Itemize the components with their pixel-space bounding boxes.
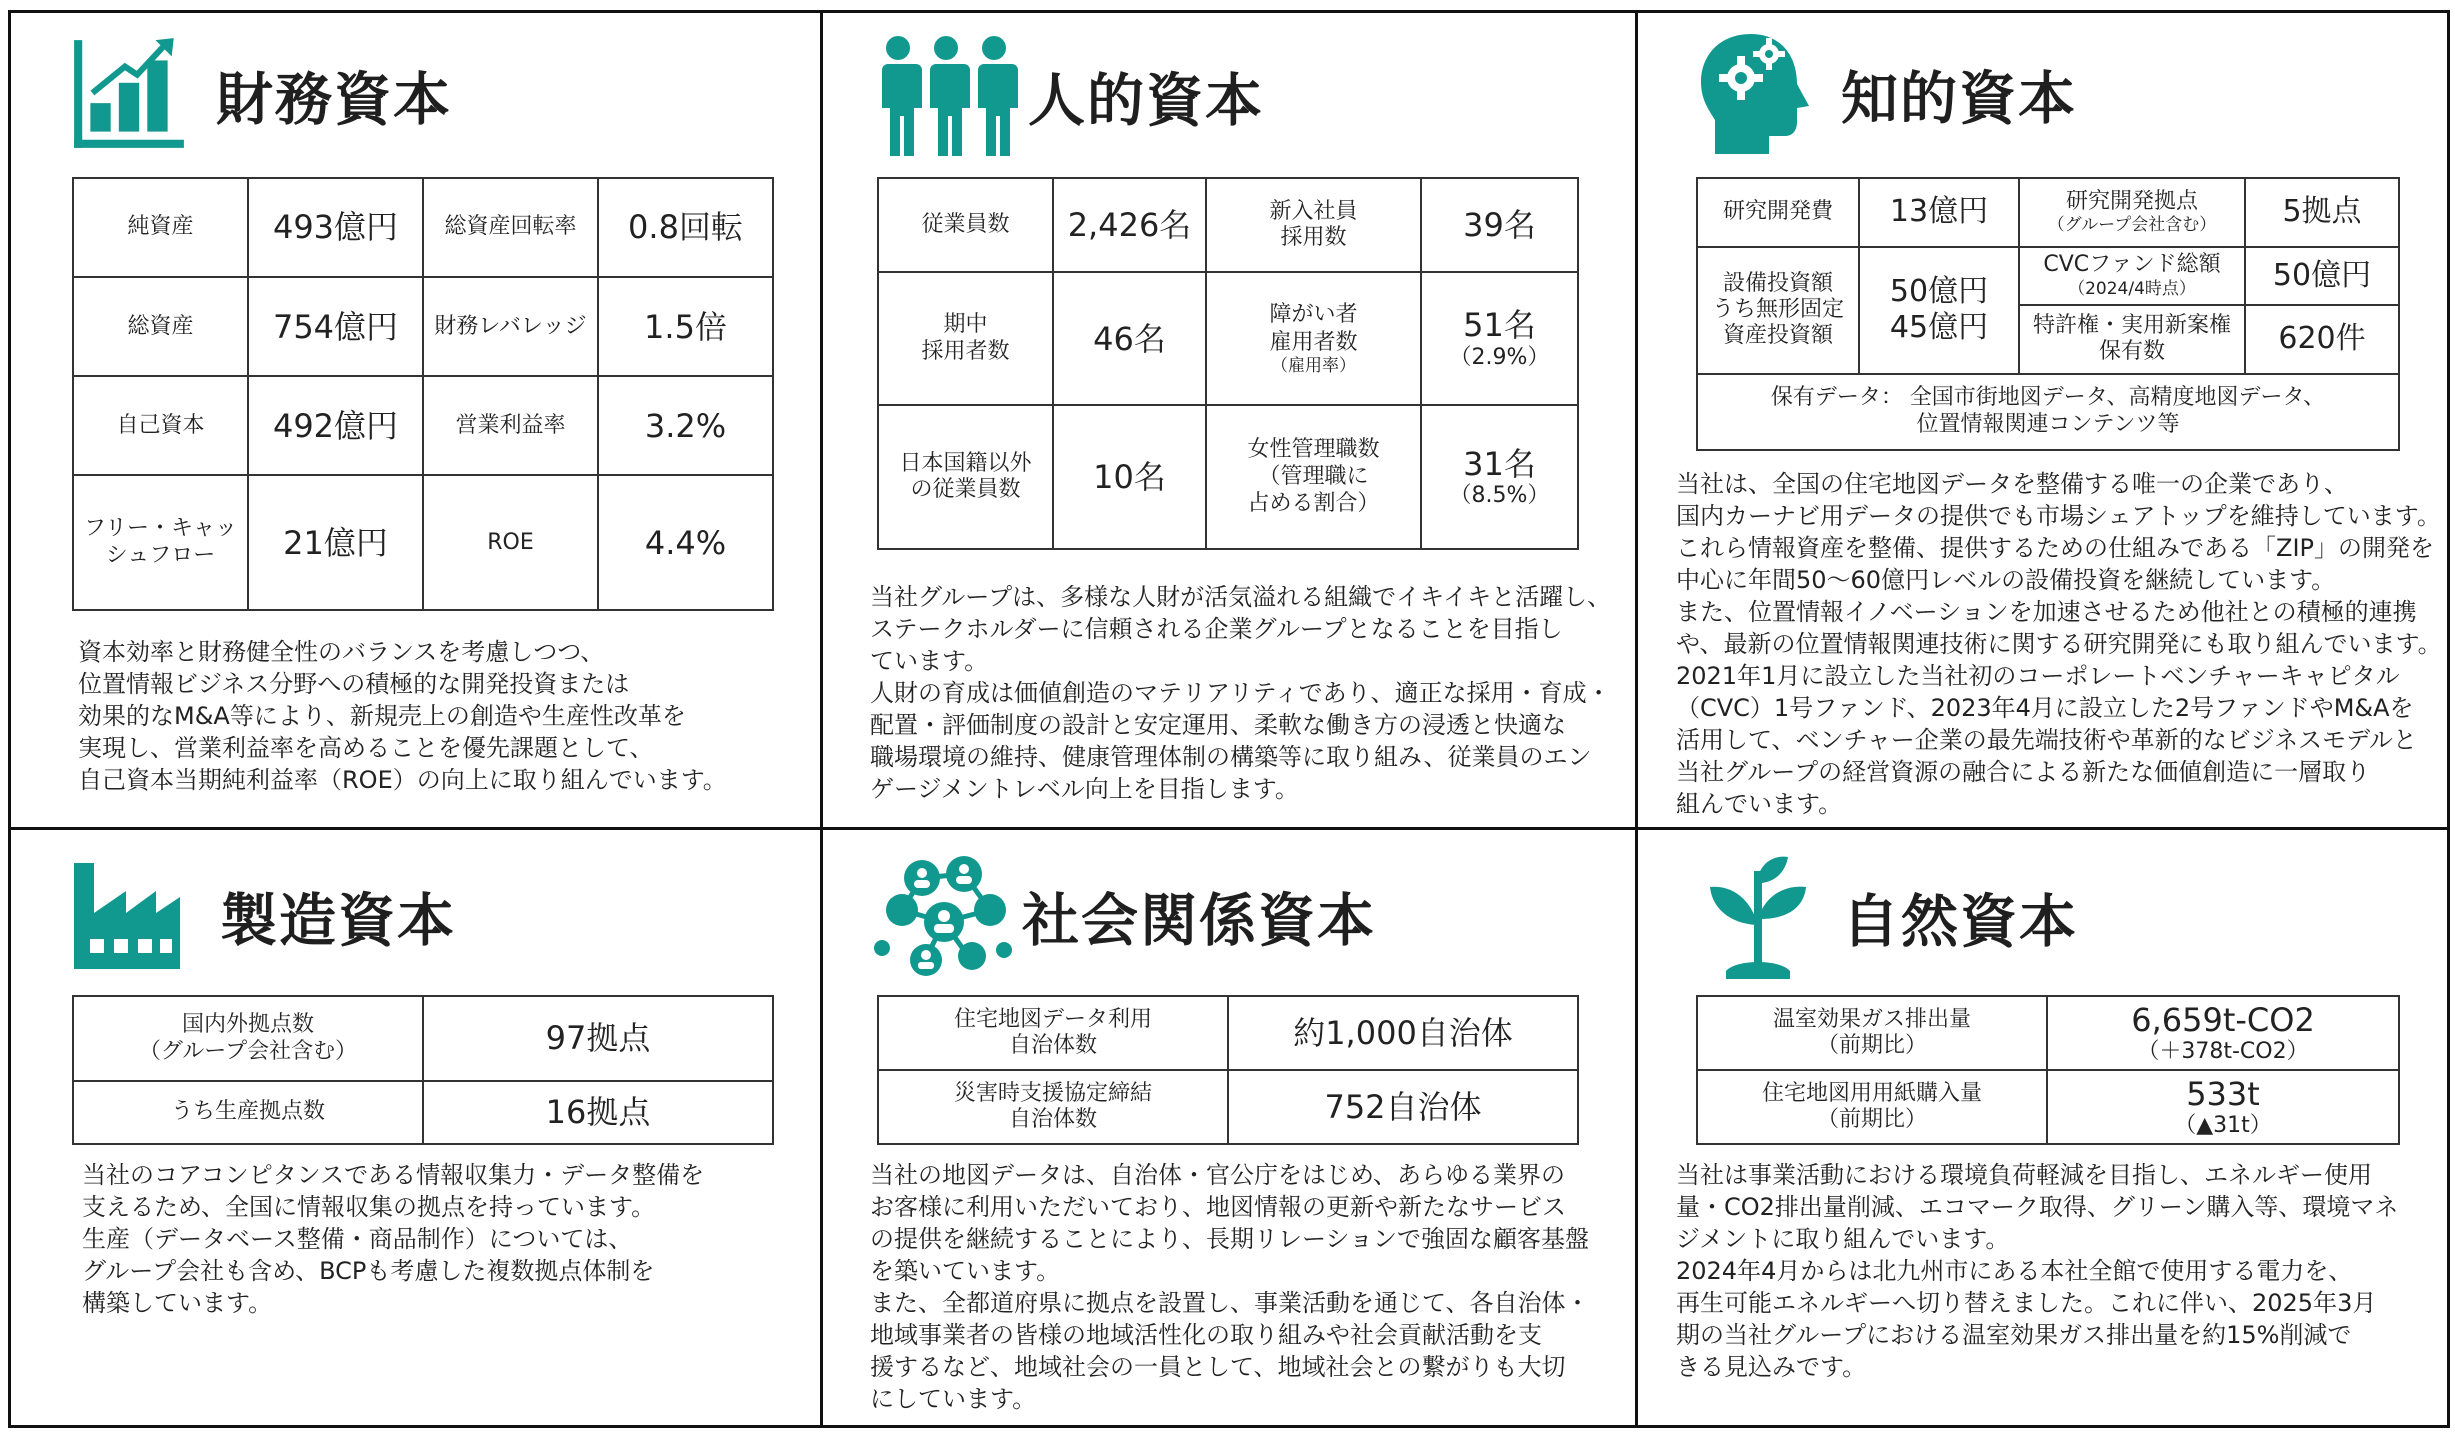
metric-value: 13億円 bbox=[1859, 178, 2019, 247]
metric-label-cell bbox=[2019, 247, 2245, 305]
metric-label: 研究開発費 bbox=[1697, 178, 1859, 247]
row-divider bbox=[8, 827, 2450, 830]
financial-table bbox=[72, 177, 774, 611]
metric-label: 女性管理職数 bbox=[1247, 436, 1380, 462]
metric-label: 障がい者 雇用者数 bbox=[1269, 302, 1358, 355]
panel-description: 当社のコアコンピタンスである情報収集力・データ整備を 支えるため、全国に情報収集の拠点を持っています。 生産（データベース整備・商品制作）については、 グループ会社も含め、BCPも考慮した複数拠点体制を 構築しています。 bbox=[82, 1161, 705, 1317]
metric-label-cell bbox=[2019, 178, 2245, 247]
metric-value: 10名 bbox=[1053, 405, 1206, 549]
metric-value: 2,426名 bbox=[1053, 178, 1206, 272]
metric-value: 50億円 45億円 bbox=[1859, 247, 2019, 374]
metric-label: 温室効果ガス排出量 （前期比） bbox=[1697, 996, 2047, 1070]
panel-title: 知的資本 bbox=[1841, 66, 2077, 132]
metric-value: 1.5倍 bbox=[598, 277, 773, 376]
social-table bbox=[877, 995, 1579, 1145]
panel-description: 当社の地図データは、自治体・官公庁をはじめ、あらゆる業界の お客様に利用いただいており、地図情報の更新や新たなサービス の提供を継続することにより、長期リレーションで強固な顧客基盤 を築いています。 また、全都道府県に拠点を設置し、事業活動を通じて、各自治体・ 地域事業者の皆様の地域活性化の取り組みや社会貢献活動を支 援するなど、地域社会の一員として、地域社会との繋がりも大切 にしています。 bbox=[870, 1161, 1590, 1413]
metric-value: 39名 bbox=[1421, 178, 1578, 272]
metric-label: 財務レバレッジ bbox=[423, 277, 598, 376]
metric-value: 31名 bbox=[1463, 444, 1536, 483]
panel-title: 人的資本 bbox=[1028, 68, 1264, 134]
metric-sublabel: （2024/4時点） bbox=[2068, 278, 2196, 299]
metric-value: 752自治体 bbox=[1228, 1070, 1578, 1144]
network-people-icon bbox=[872, 852, 1014, 980]
panel-header bbox=[872, 852, 1376, 980]
metric-label: 総資産 bbox=[73, 277, 248, 376]
panel-title: 社会関係資本 bbox=[1022, 888, 1376, 954]
panel-header bbox=[68, 34, 452, 156]
metric-value: 約1,000自治体 bbox=[1228, 996, 1578, 1070]
metric-subvalue: （＋378t-CO2） bbox=[2137, 1039, 2309, 1064]
metric-label: 自己資本 bbox=[73, 376, 248, 475]
metric-value-cell bbox=[2047, 996, 2399, 1070]
human-table bbox=[877, 177, 1579, 550]
factory-icon bbox=[70, 859, 184, 973]
metric-value: 51名 bbox=[1463, 306, 1536, 345]
panel-header bbox=[70, 859, 456, 973]
bar-chart-growth-icon bbox=[68, 34, 190, 156]
metric-label: うち生産拠点数 bbox=[73, 1081, 423, 1144]
metric-value: 533t bbox=[2186, 1074, 2260, 1113]
metric-value: 21億円 bbox=[248, 475, 423, 610]
metric-subvalue: （8.5%） bbox=[1449, 483, 1550, 509]
metric-label: 日本国籍以外 の従業員数 bbox=[878, 405, 1053, 549]
metric-label: ROE bbox=[423, 475, 598, 610]
metric-value-cell bbox=[1421, 405, 1578, 549]
head-gears-icon bbox=[1697, 30, 1815, 158]
metric-label: 災害時支援協定締結 自治体数 bbox=[878, 1070, 1228, 1144]
panel-description: 資本効率と財務健全性のバランスを考慮しつつ、 位置情報ビジネス分野への積極的な開発投資または 効果的なM&A等により、新規売上の創造や生産性改革を 実現し、営業利益率を高めることを優先課題として、 自己資本当期純利益率（ROE）の向上に取り組んでいます。 bbox=[78, 638, 727, 794]
metric-label-cell bbox=[1206, 272, 1421, 405]
panel-header bbox=[872, 34, 1264, 158]
panel-title: 製造資本 bbox=[220, 888, 456, 954]
metric-label: 住宅地図データ利用 自治体数 bbox=[878, 996, 1228, 1070]
metric-value: 3.2% bbox=[598, 376, 773, 475]
metric-subvalue: （▲31t） bbox=[2174, 1113, 2272, 1138]
metric-label: 特許権・実用新案権 保有数 bbox=[2019, 305, 2245, 374]
metric-label-cell bbox=[1206, 405, 1421, 549]
metric-label: 研究開発拠点 bbox=[2065, 189, 2198, 215]
metric-sublabel: （グループ会社含む） bbox=[2047, 215, 2217, 236]
panel-header bbox=[1697, 30, 2077, 158]
panel-description: 当社は事業活動における環境負荷軽減を目指し、エネルギー使用 量・CO2排出量削減、エコマーク取得、グリーン購入等、環境マネ ジメントに取り組んでいます。 2024年4月からは北九州市にある本社全館で使用する電力を、 再生可能エネルギーへ切り替えました。これに伴い、2025年3月 期の当社グループにおける温室効果ガス排出量を約15%削減で きる見込みです。 bbox=[1676, 1161, 2399, 1381]
panel-header bbox=[1706, 853, 2078, 981]
metric-value: 16拠点 bbox=[423, 1081, 773, 1144]
panel-title: 財務資本 bbox=[216, 67, 452, 133]
metric-value-cell bbox=[2047, 1070, 2399, 1144]
manufacturing-table bbox=[72, 995, 774, 1145]
data-holdings-note: 保有データ： 全国市街地図データ、高精度地図データ、 位置情報関連コンテンツ等 bbox=[1697, 374, 2399, 450]
metric-label: 営業利益率 bbox=[423, 376, 598, 475]
metric-value: 4.4% bbox=[598, 475, 773, 610]
metric-label: 住宅地図用用紙購入量 （前期比） bbox=[1697, 1070, 2047, 1144]
metric-value: 50億円 bbox=[2245, 247, 2399, 305]
metric-label: 総資産回転率 bbox=[423, 178, 598, 277]
metric-value: 754億円 bbox=[248, 277, 423, 376]
metric-sublabel: （雇用率） bbox=[1271, 356, 1356, 377]
metric-value: 46名 bbox=[1053, 272, 1206, 405]
panel-title: 自然資本 bbox=[1842, 889, 2078, 955]
intellectual-table bbox=[1696, 177, 2400, 451]
metric-value: 493億円 bbox=[248, 178, 423, 277]
metric-value: 620件 bbox=[2245, 305, 2399, 374]
metric-value: 5拠点 bbox=[2245, 178, 2399, 247]
column-divider bbox=[1635, 10, 1638, 1428]
panel-description: 当社は、全国の住宅地図データを整備する唯一の企業であり、 国内カーナビ用データの提供でも市場シェアトップを維持しています。 これら情報資産を整備、提供するための仕組みである「ZIP」の開発を 中心に年間50～60億円レベルの設備投資を継続しています。 また、位置情報イノベーションを加速させるため他社との積極的連携 や、最新の位置情報関連技術に関する研究開発にも取り組んでいます。 2021年1月に設立した当社初のコーポレートベンチャーキャピタル （CVC）1号ファンド、2023年4月に設立した2号ファンドやM&Aを 活用して、ベンチャー企業の最先端技術や革新的なビジネスモデルと 当社グループの経営資源の融合による新たな価値創造に一層取り 組んでいます。 bbox=[1676, 470, 2442, 818]
metric-subvalue: （2.9%） bbox=[1449, 344, 1550, 370]
metric-value: 97拠点 bbox=[423, 996, 773, 1081]
metric-label: 新入社員 採用数 bbox=[1206, 178, 1421, 272]
metric-label: 期中 採用者数 bbox=[878, 272, 1053, 405]
natural-table bbox=[1696, 995, 2400, 1145]
sprout-icon bbox=[1706, 853, 1810, 981]
metric-label: 純資産 bbox=[73, 178, 248, 277]
metric-value-cell bbox=[1421, 272, 1578, 405]
column-divider bbox=[820, 10, 823, 1428]
metric-sublabel: （管理職に 占める割合） bbox=[1247, 463, 1380, 517]
panel-description: 当社グループは、多様な人財が活気溢れる組織でイキイキと活躍し、 ステークホルダーに信頼される企業グループとなることを目指し ています。 人財の育成は価値創造のマテリアリティであり、適正な採用・育成・ 配置・評価制度の設計と安定運用、柔軟な働き方の浸透と快適な 職場環境の維持、健康管理体制の構築等に取り組み、従業員のエン ゲージメントレベル向上を目指します。 bbox=[870, 583, 1612, 803]
metric-value: 6,659t-CO2 bbox=[2131, 1000, 2315, 1039]
people-group-icon bbox=[872, 34, 1020, 158]
metric-label: フリー・キャッ シュフロー bbox=[73, 475, 248, 610]
metric-value: 0.8回転 bbox=[598, 178, 773, 277]
metric-label: 設備投資額 うち無形固定 資産投資額 bbox=[1697, 247, 1859, 374]
metric-label: 従業員数 bbox=[878, 178, 1053, 272]
metric-label: 国内外拠点数 （グループ会社含む） bbox=[73, 996, 423, 1081]
metric-value: 492億円 bbox=[248, 376, 423, 475]
metric-label: CVCファンド総額 bbox=[2043, 252, 2221, 278]
